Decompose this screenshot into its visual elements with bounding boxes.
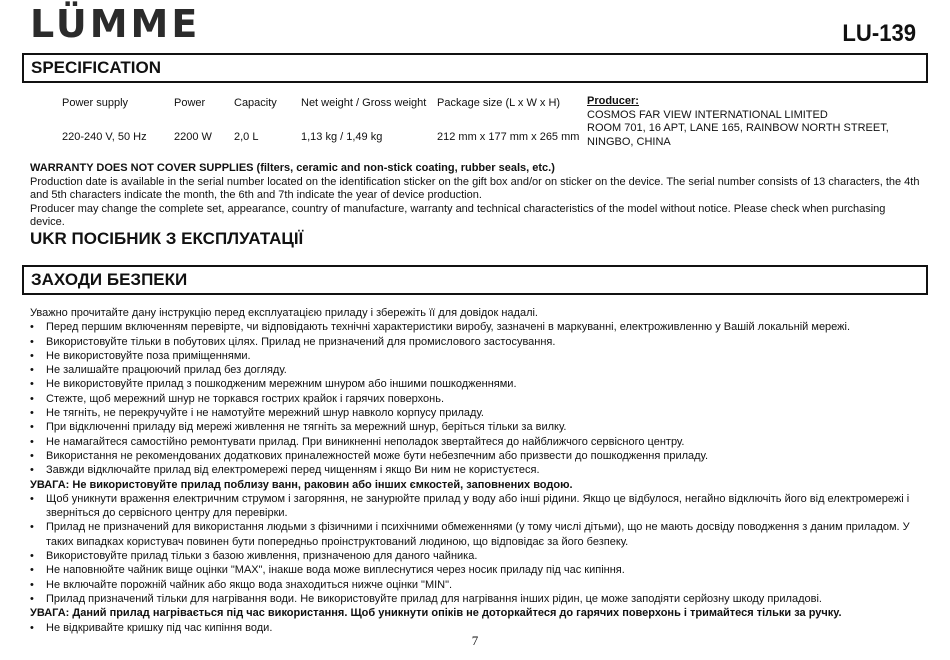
bullet-icon: • [30,521,34,534]
list-item [30,320,920,334]
producer-heading: Producer: [587,95,639,107]
brand-logo: LÜMME [30,2,201,46]
list-item-text: Не використовуйте поза приміщеннями. [46,349,251,362]
list-item [30,420,920,434]
list-item [30,435,920,449]
list-item [30,549,920,563]
warranty-heading: WARRANTY DOES NOT COVER SUPPLIES (filters, ceramic and non-stick coating, rubber seals, etc.) [30,162,555,174]
list-item-text: Прилад призначений тільки для нагрівання води. Не використовуйте прилад для нагрівання інших рідин, це може заподіяти серйозну шкоду приладові. [46,592,822,605]
list-item-text: Не включайте порожній чайник або якщо вода знаходиться нижче оцінки "MIN". [46,578,453,591]
bullet-icon: • [30,492,34,505]
list-item [30,463,920,477]
specification-heading: SPECIFICATION [22,53,928,83]
page-number: 7 [471,633,479,648]
list-item-text: Не використовуйте прилад з пошкодженим мережним шнуром або іншими пошкодженнями. [46,378,517,391]
safety-bullet-list [30,492,920,606]
bullet-icon: • [30,464,34,477]
list-item-text: При відключенні приладу від мережі живлення не тягніть за мережний шнур, беріться тільки за вилку. [46,421,567,434]
list-item-text: Використовуйте тільки в побутових цілях. Прилад не призначений для промислового застосування. [46,335,556,348]
safety-body [30,306,920,635]
list-item-text: Стежте, щоб мережний шнур не торкався гострих крайок і гарячих поверхонь. [46,392,445,405]
list-item [30,406,920,420]
warning-text: УВАГА: Не використовуйте прилад поблизу ванн, раковин або інших ємкостей, заповнених водою. [30,478,573,491]
warranty-text: Producer may change the complete set, appearance, country of manufacture, warranty and technical characteristics of the model without notice. Please check when purchasing device. [30,202,886,228]
list-item [30,363,920,377]
list-item [30,592,920,606]
bullet-icon: • [30,550,34,563]
list-item [30,449,920,463]
list-item-text: Не залишайте працюючий прилад без догляду. [46,364,287,377]
warranty-section [30,162,920,230]
list-item-text: Не намагайтеся самостійно ремонтувати прилад. При виникненні неполадок звертайтеся до найближчого сервісного центру. [46,435,685,448]
list-item [30,392,920,406]
bullet-icon: • [30,407,34,420]
model-number: LU-139 [842,20,916,47]
spec-value-power-supply: 220-240 V, 50 Hz [62,131,147,143]
bullet-icon: • [30,364,34,377]
bullet-icon: • [30,421,34,434]
warning-text: УВАГА: Даний прилад нагрівається під час використання. Щоб уникнути опіків не доторкайтеся до гарячих поверхонь і тримайтеся тільки за ручку. [30,607,842,620]
list-item-text: Не наповнюйте чайник вище оцінки "MAX", інакше вода може виплеснутися через носик приладу під час кипіння. [46,564,625,577]
list-item [30,335,920,349]
bullet-icon: • [30,449,34,462]
list-item [30,563,920,577]
spec-label-package: Package size (L x W x H) [437,97,561,109]
spec-value-weight: 1,13 kg / 1,49 kg [301,131,383,143]
spec-label-power-supply: Power supply [62,97,129,109]
bullet-icon: • [30,621,34,634]
safety-heading: ЗАХОДИ БЕЗПЕКИ [22,265,928,295]
producer-line: NINGBO, CHINA [587,135,671,148]
bullet-icon: • [30,378,34,391]
producer-block [587,95,889,149]
manual-title: UKR ПОСІБНИК З ЕКСПЛУАТАЦІЇ [30,229,304,248]
spec-label-weight: Net weight / Gross weight [301,97,427,109]
safety-bullet-list [30,320,920,477]
list-item-text: Прилад не призначений для використання людьми з фізичними і психічними обмеженнями (у тому числі дітьми), що не мають досвіду поводження з даним приладом. У таких випадках користувач повинен бути попередньо проінструктований людиною, що відповідає за його безпеку. [46,521,910,548]
list-item [30,349,920,363]
spec-value-package: 212 mm x 177 mm x 265 mm [437,131,580,143]
list-item [30,492,920,521]
list-item-text: Перед першим включенням перевірте, чи відповідають технічні характеристики виробу, зазначені в маркуванні, електроживленню у Вашій локальній мережі. [46,321,851,334]
spec-value-power: 2200 W [174,131,212,143]
list-item-text: Завжди відключайте прилад від електромережі перед чищенням і якщо Ви ним не користуєтеся. [46,464,540,477]
spec-label-capacity: Capacity [234,97,277,109]
list-item-text: Не відкривайте кришку під час кипіння води. [46,621,273,634]
list-item [30,578,920,592]
bullet-icon: • [30,321,34,334]
bullet-icon: • [30,435,34,448]
producer-line: ROOM 701, 16 APT, LANE 165, RAINBOW NORTH STREET, [587,122,889,134]
bullet-icon: • [30,392,34,405]
list-item-text: Не тягніть, не перекручуйте і не намотуйте мережний шнур навколо корпусу приладу. [46,407,484,420]
list-item [30,520,920,549]
list-item-text: Використання не рекомендованих додаткових приналежностей може бути небезпечним або призвести до пошкодження приладу. [46,449,709,462]
bullet-icon: • [30,578,34,591]
list-item-text: Використовуйте прилад тільки з базою живлення, призначеною для даного чайника. [46,550,478,563]
bullet-icon: • [30,592,34,605]
list-item [30,377,920,391]
bullet-icon: • [30,564,34,577]
bullet-icon: • [30,349,34,362]
safety-intro: Уважно прочитайте дану інструкцію перед експлуатацією приладу і збережіть її для довідок надалі. [30,307,538,319]
spec-label-power: Power [174,97,206,109]
spec-value-capacity: 2,0 L [234,131,259,143]
list-item-text: Щоб уникнути враження електричним струмом і загоряння, не занурюйте прилад у воду або інші рідини. Якщо це відбулося, негайно відключіть його від електромережі і зверніться до сервісного центру для перевірки. [46,492,910,520]
bullet-icon: • [30,335,34,348]
producer-line: COSMOS FAR VIEW INTERNATIONAL LIMITED [587,108,828,121]
warranty-text: Production date is available in the serial number located on the identification sticker on the gift box and/or on sticker on the device. The serial number consists of 13 characters, the 4th and 5th characters indicate the month, the 6th and 7th indicate the year of device production. [30,175,920,201]
